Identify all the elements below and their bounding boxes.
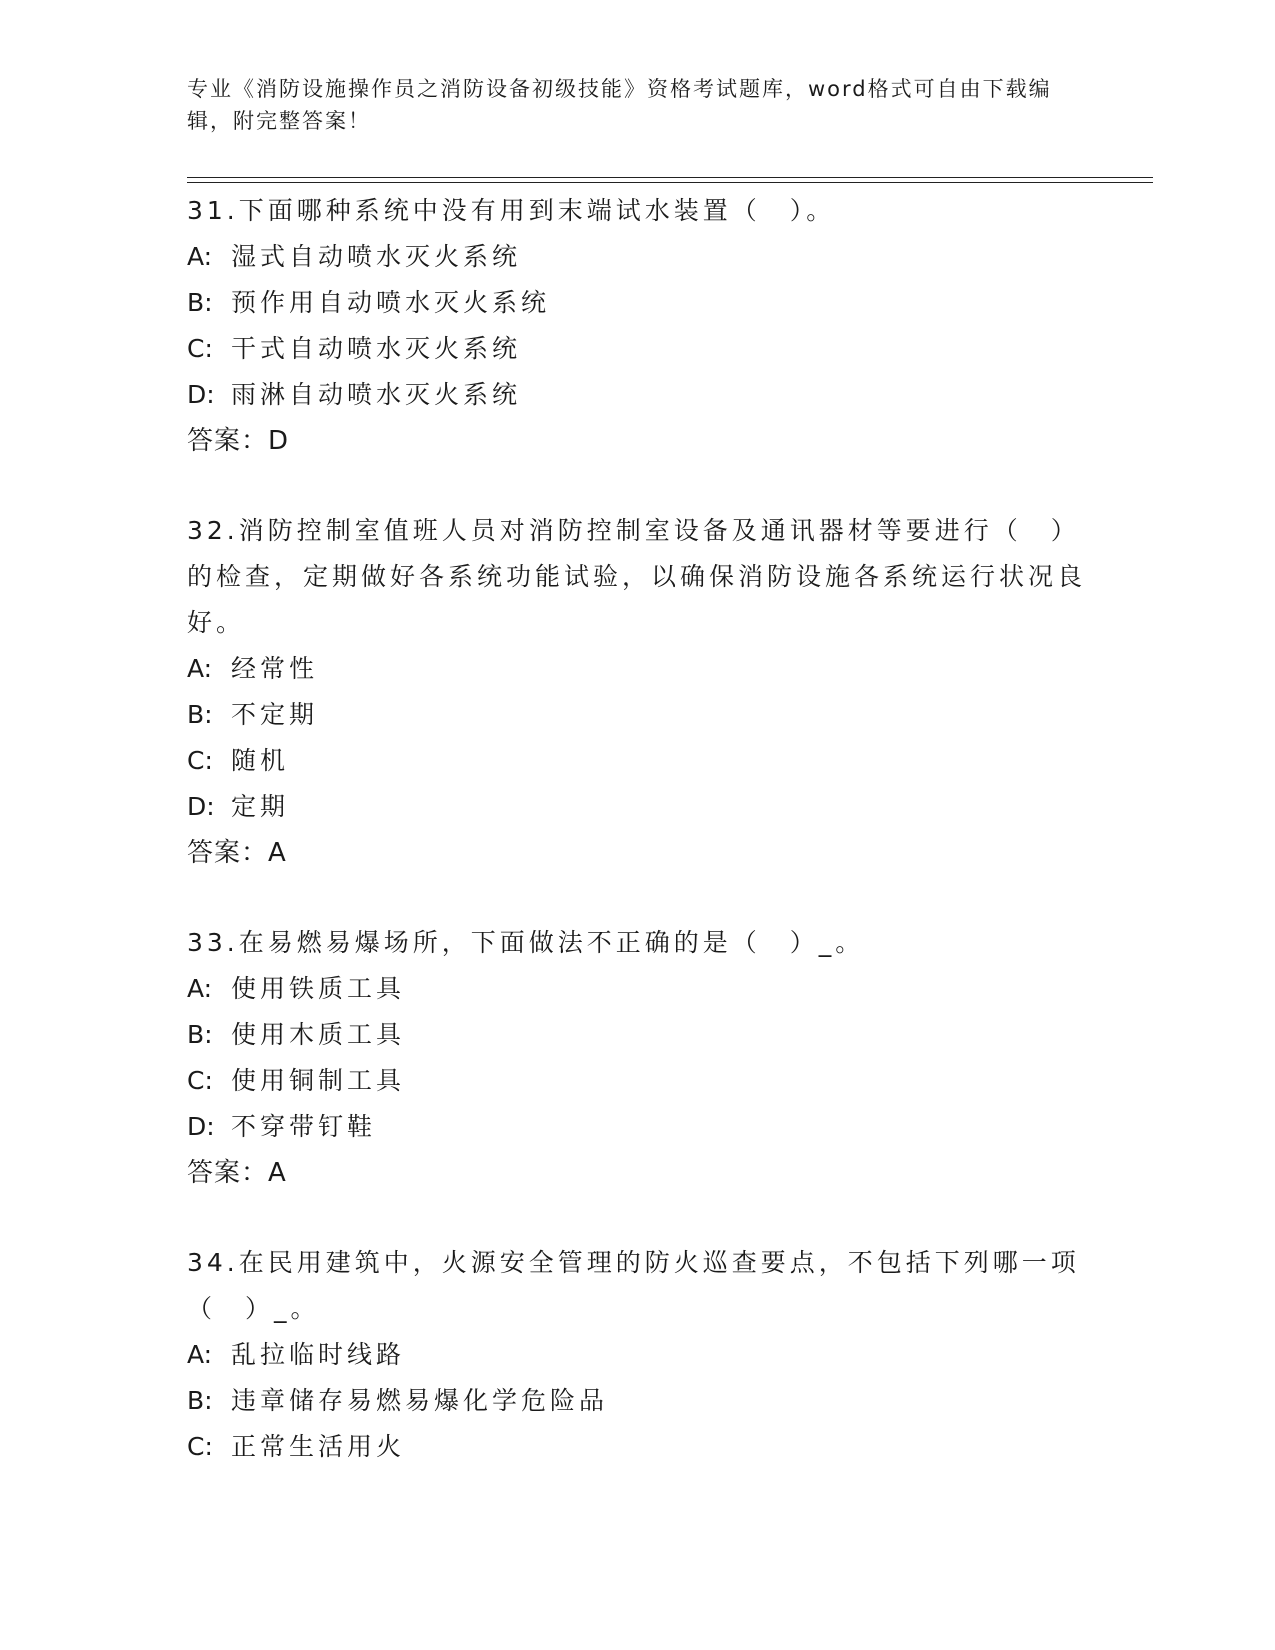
option-letter: C: <box>187 334 213 363</box>
option-text: 使用铁质工具 <box>231 974 406 1003</box>
option-letter: C: <box>187 1066 213 1095</box>
question-text: 31.下面哪种系统中没有用到末端试水装置（ ）。 <box>187 196 836 225</box>
option-text: 经常性 <box>231 654 319 683</box>
answer-value: A <box>268 838 286 868</box>
question-34 <box>187 1240 1087 1470</box>
option-text: 不穿带钉鞋 <box>231 1112 377 1141</box>
option-text: 乱拉临时线路 <box>231 1340 406 1369</box>
option-b <box>187 1012 1087 1058</box>
option-text: 随机 <box>231 746 290 775</box>
answer-label: 答案： <box>187 1158 269 1188</box>
option-a <box>187 966 1087 1012</box>
option-d <box>187 784 1087 830</box>
option-letter: A: <box>187 654 213 683</box>
option-letter: A: <box>187 242 213 271</box>
option-d <box>187 372 1087 418</box>
document-header: 专业《消防设施操作员之消防设备初级技能》资格考试题库，word格式可自由下载编辑，附完整答案！ <box>187 77 1052 133</box>
option-c <box>187 1058 1087 1104</box>
option-text: 使用铜制工具 <box>231 1066 406 1095</box>
answer-line <box>187 418 1087 464</box>
option-letter: B: <box>187 288 213 317</box>
option-text: 不定期 <box>231 700 319 729</box>
answer-line <box>187 1150 1087 1196</box>
header-divider-top <box>187 177 1153 178</box>
option-a <box>187 1332 1087 1378</box>
question-text: 34.在民用建筑中，火源安全管理的防火巡查要点，不包括下列哪一项（ ）_。 <box>187 1248 1080 1323</box>
option-letter: D: <box>187 380 215 409</box>
answer-line <box>187 830 1087 876</box>
answer-label: 答案： <box>187 838 269 868</box>
option-a <box>187 646 1087 692</box>
option-a <box>187 234 1087 280</box>
option-text: 雨淋自动喷水灭火系统 <box>231 380 522 409</box>
option-letter: C: <box>187 746 213 775</box>
question-text: 33.在易燃易爆场所，下面做法不正确的是（ ）_。 <box>187 928 865 957</box>
option-text: 预作用自动喷水灭火系统 <box>231 288 551 317</box>
question-32 <box>187 508 1087 876</box>
option-text: 使用木质工具 <box>231 1020 406 1049</box>
answer-value: D <box>268 426 289 456</box>
question-33 <box>187 920 1087 1196</box>
option-b <box>187 692 1087 738</box>
option-text: 正常生活用火 <box>231 1432 406 1461</box>
option-text: 干式自动喷水灭火系统 <box>231 334 522 363</box>
header-divider-bottom <box>187 182 1153 183</box>
option-letter: C: <box>187 1432 213 1461</box>
option-b <box>187 280 1087 326</box>
option-c <box>187 738 1087 784</box>
option-text: 违章储存易燃易爆化学危险品 <box>231 1386 609 1415</box>
option-letter: A: <box>187 1340 213 1369</box>
option-c <box>187 326 1087 372</box>
option-d <box>187 1104 1087 1150</box>
option-b <box>187 1378 1087 1424</box>
option-letter: B: <box>187 1020 213 1049</box>
option-letter: D: <box>187 792 215 821</box>
option-text: 湿式自动喷水灭火系统 <box>231 242 522 271</box>
option-letter: A: <box>187 974 213 1003</box>
question-31 <box>187 188 1087 464</box>
option-letter: D: <box>187 1112 215 1141</box>
option-letter: B: <box>187 1386 213 1415</box>
option-text: 定期 <box>231 792 290 821</box>
question-text: 32.消防控制室值班人员对消防控制室设备及通讯器材等要进行（ ）的检查，定期做好各系统功能试验，以确保消防设施各系统运行状况良好。 <box>187 516 1087 637</box>
answer-value: A <box>268 1158 286 1188</box>
answer-label: 答案： <box>187 426 269 456</box>
option-c <box>187 1424 1087 1470</box>
option-letter: B: <box>187 700 213 729</box>
question-list <box>187 188 1087 1514</box>
